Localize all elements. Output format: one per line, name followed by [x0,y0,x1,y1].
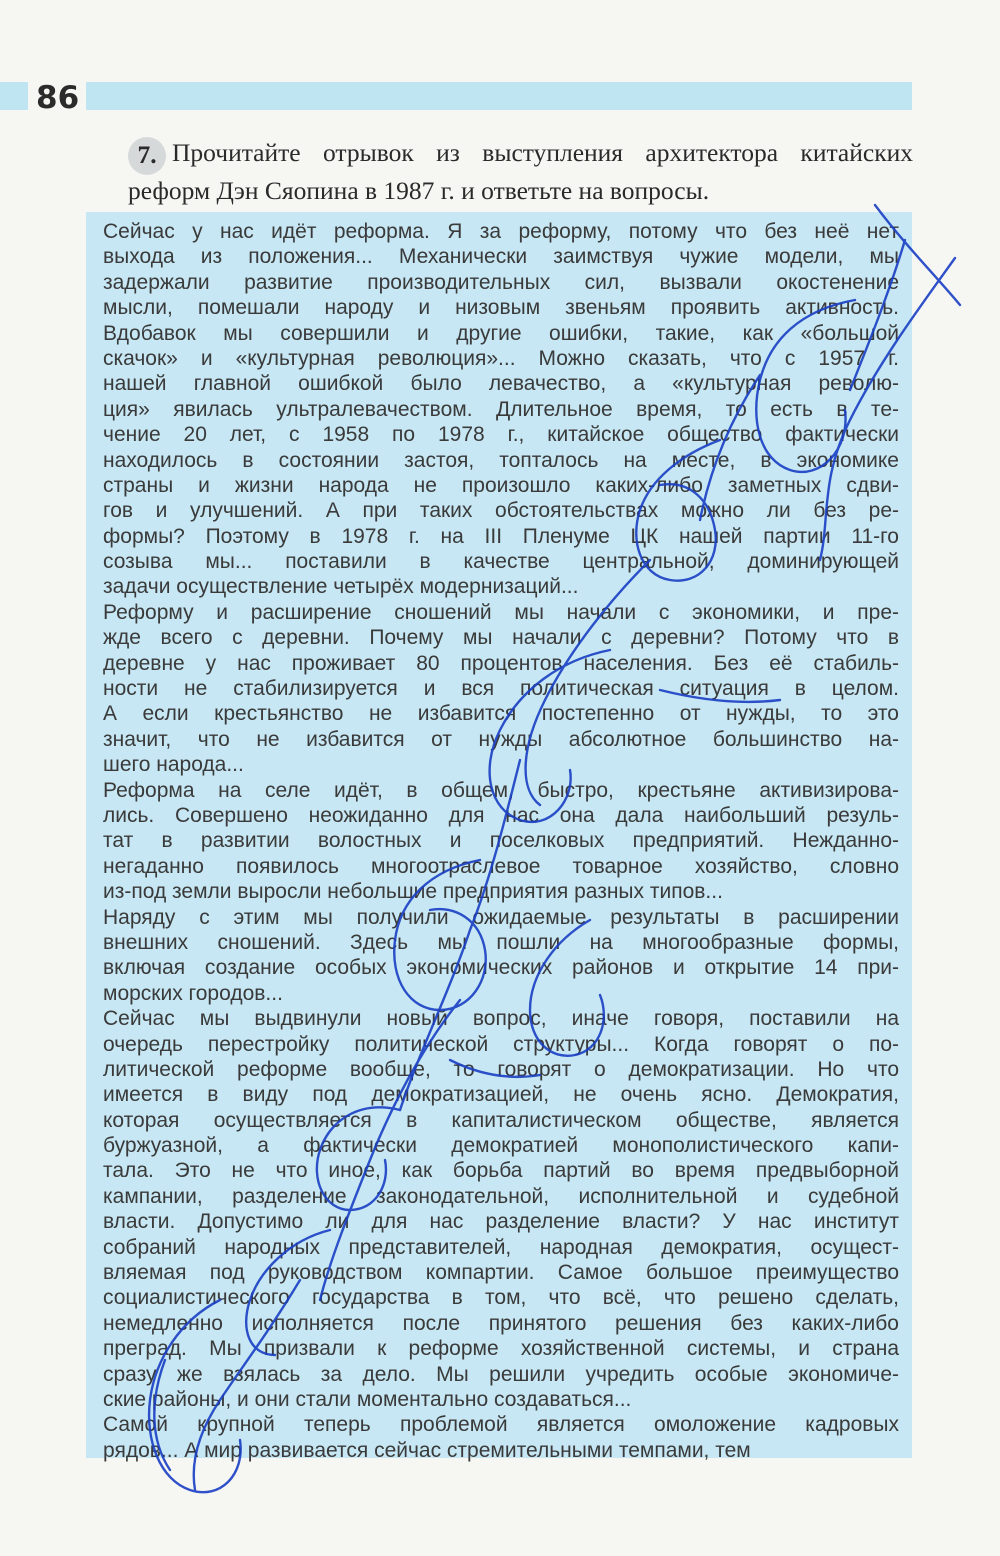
quote-line: скачок» и «культурная революция»... Можно сказать, что с 1957 г. [103,346,899,370]
quote-line: задержали развитие производительных сил, вызвали окостенение [103,270,899,294]
quote-line: преград. Мы призвали к реформе хозяйственной системы, и страна [103,1337,899,1361]
quote-line: рядов... А мир развивается сейчас стремительными темпами, тем [103,1438,751,1462]
quote-line: морских городов... [103,981,283,1005]
quote-line: созыва мы... поставили в качестве центральной, доминирующей [103,550,899,574]
quote-line: гов и улучшений. А при таких обстоятельствах можно ли без ре- [103,499,899,523]
quote-line: ция» явилась ультралевачеством. Длительное время, то есть в те- [103,397,899,421]
quote-line: которая осуществляется в капиталистическом обществе, является [103,1108,899,1132]
quote-line: Самой крупной теперь проблемой является омоложение кадровых [103,1413,899,1437]
quote-line: выхода из положения... Механически заимствуя чужие модели, мы [103,245,899,269]
quote-line: включая создание особых экономических районов и открытие 14 при- [103,956,899,980]
quote-line: деревне у нас проживает 80 процентов населения. Без её стабиль- [103,651,899,675]
header-bar [0,82,912,110]
quote-line: очередь перестройку политической структуры... Когда говорят о по- [103,1032,899,1056]
quote-line: кампании, разделение законодательной, исполнительной и судебной [103,1184,899,1208]
quote-line: чение 20 лет, с 1958 по 1978 г., китайское общество фактически [103,423,899,447]
quote-line: ские районы, и они стали моментально создаваться... [103,1387,632,1411]
quote-line: собраний народных представителей, народная демократия, осущест- [103,1235,899,1259]
quote-line: формы? Поэтому в 1978 г. на III Пленуме ЦК нашей партии 11-го [103,524,899,548]
quote-text [103,219,899,1463]
quote-line: сразу же взялась за дело. Мы решили учредить особые экономиче- [103,1362,899,1386]
quote-line: имеется в виду под демократизацией, не очень ясно. Демократия, [103,1083,899,1107]
quote-line: ности не стабилизируется и вся политическая ситуация в целом. [103,677,899,701]
task-number: 7. [128,137,166,175]
quote-line: негаданно появилось многоотраслевое товарное хозяйство, словно [103,854,899,878]
quote-line: власти. Допустимо ли для нас разделение власти? У нас институт [103,1210,899,1234]
quote-line: А если крестьянство не избавится постепенно от нужды, то это [103,702,899,726]
task-heading [128,137,913,206]
quote-line: социалистического государства в том, что всё, что решено сделать, [103,1286,899,1310]
quote-line: немедленно исполняется после принятого решения без каких-либо [103,1311,899,1335]
quote-line: мысли, помешали народу и низовым звеньям проявить активность. [103,296,899,320]
quote-line: Сейчас у нас идёт реформа. Я за реформу, потому что без неё нет [103,220,899,243]
quote-line: лись. Совершено неожиданно для нас она дала наибольший резуль- [103,803,899,827]
quote-line: Наряду с этим мы получили ожидаемые результаты в расширении [103,905,899,929]
quote-line: страны и жизни народа не произошло каких-либо заметных сдви- [103,473,899,497]
quote-line: шего народа... [103,753,244,777]
quote-line: внешних сношений. Здесь мы пошли на многообразные формы, [103,930,899,954]
quote-line: литической реформе вообще, то говорят о демократизации. Но что [103,1057,899,1081]
quote-line: жде всего с деревни. Почему мы начали с деревни? Потому что в [103,626,899,650]
quote-line: вляемая под руководством компартии. Самое большое преимущество [103,1261,899,1285]
quote-line: буржуазной, а фактически демократией монополистического капи- [103,1134,899,1158]
quote-line: Сейчас мы выдвинули новый вопрос, иначе говоря, поставили на [103,1007,899,1031]
quote-line: Вдобавок мы совершили и другие ошибки, такие, как «большой [103,321,899,345]
quote-line: находилось в состоянии застоя, топталось на месте, в экономике [103,448,899,472]
quote-line: нашей главной ошибкой было левачество, а «культурная револю- [103,372,899,396]
quote-line: значит, что не избавится от нужды абсолютное большинство на- [103,727,899,751]
task-text: Прочитайте отрывок из выступления архитектора китайских реформ Дэн Сяопина в 1987 г. и ответьте на вопросы. [128,138,913,205]
quote-line: Реформу и расширение сношений мы начали с экономики, и пре- [103,600,899,624]
quote-line: тат в развитии волостных и поселковых предприятий. Нежданно- [103,829,899,853]
quote-line: задачи осуществление четырёх модернизаций... [103,575,579,599]
quote-line: из-под земли выросли небольшие предприятия разных типов... [103,880,723,904]
quote-line: тала. Это не что иное, как борьба партий во время предвыборной [103,1159,899,1183]
page-number: 86 [36,80,80,116]
quote-line: Реформа на селе идёт, в общем, быстро, крестьяне активизирова- [103,778,899,802]
